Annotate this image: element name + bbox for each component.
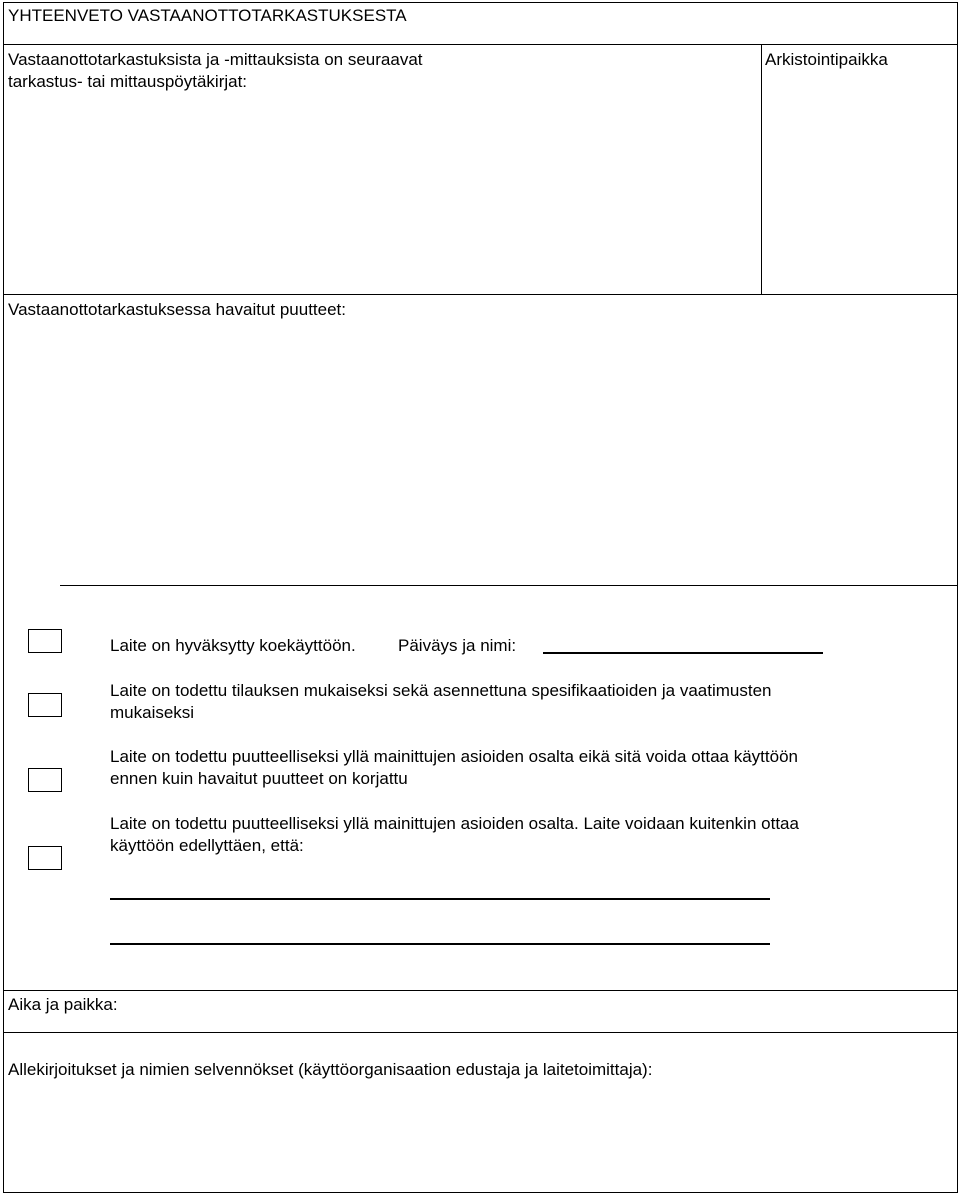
time-place-divider <box>3 1032 958 1033</box>
option-defective-conditional-line2: käyttöön edellyttäen, että: <box>110 836 304 855</box>
option-per-order-line2: mukaiseksi <box>110 703 195 722</box>
signatures-label: Allekirjoitukset ja nimien selvennökset (käyttöorganisaation edustaja ja laitetoimittaja): <box>8 1060 653 1079</box>
checkbox-defective-conditional[interactable] <box>28 846 62 870</box>
date-name-label: Päiväys ja nimi: <box>398 636 517 655</box>
time-place-label: Aika ja paikka: <box>8 995 118 1014</box>
reports-field[interactable] <box>4 45 761 294</box>
condition-line-2[interactable] <box>110 943 770 945</box>
page-title: YHTEENVETO VASTAANOTTOTARKASTUKSESTA <box>8 6 407 25</box>
option-approved-text: Laite on hyväksytty koekäyttöön. <box>110 636 356 655</box>
reports-label-line2: tarkastus- tai mittauspöytäkirjat: <box>8 72 248 91</box>
archive-label: Arkistointipaikka <box>765 50 888 69</box>
frame-bottom-border <box>3 1192 958 1193</box>
reports-label-line1: Vastaanottotarkastuksista ja -mittauksista on seuraavat <box>8 50 423 69</box>
defects-divider <box>60 585 958 586</box>
archive-field[interactable] <box>762 70 957 294</box>
checkbox-defective-blocking[interactable] <box>28 768 62 792</box>
option-defective-blocking-line1: Laite on todettu puutteelliseksi yllä mainittujen asioiden osalta eikä sitä voida ottaa käyttöön <box>110 747 798 766</box>
checkbox-per-order[interactable] <box>28 693 62 717</box>
option-defective-blocking-line2: ennen kuin havaitut puutteet on korjattu <box>110 769 408 788</box>
option-defective-conditional-line1: Laite on todettu puutteelliseksi yllä mainittujen asioiden osalta. Laite voidaan kuitenkin ottaa <box>110 814 799 833</box>
frame-top-border <box>3 2 958 3</box>
checkbox-approved[interactable] <box>28 629 62 653</box>
reports-divider <box>3 294 958 295</box>
date-name-line[interactable] <box>543 652 823 654</box>
frame-right-border <box>957 2 958 1193</box>
signatures-field[interactable] <box>4 1082 957 1192</box>
defects-label: Vastaanottotarkastuksessa havaitut puutteet: <box>8 300 347 319</box>
defects-field[interactable] <box>4 322 957 585</box>
option-per-order-line1: Laite on todettu tilauksen mukaiseksi sekä asennettuna spesifikaatioiden ja vaatimusten <box>110 681 772 700</box>
time-place-field[interactable] <box>140 991 957 1031</box>
condition-line-1[interactable] <box>110 898 770 900</box>
